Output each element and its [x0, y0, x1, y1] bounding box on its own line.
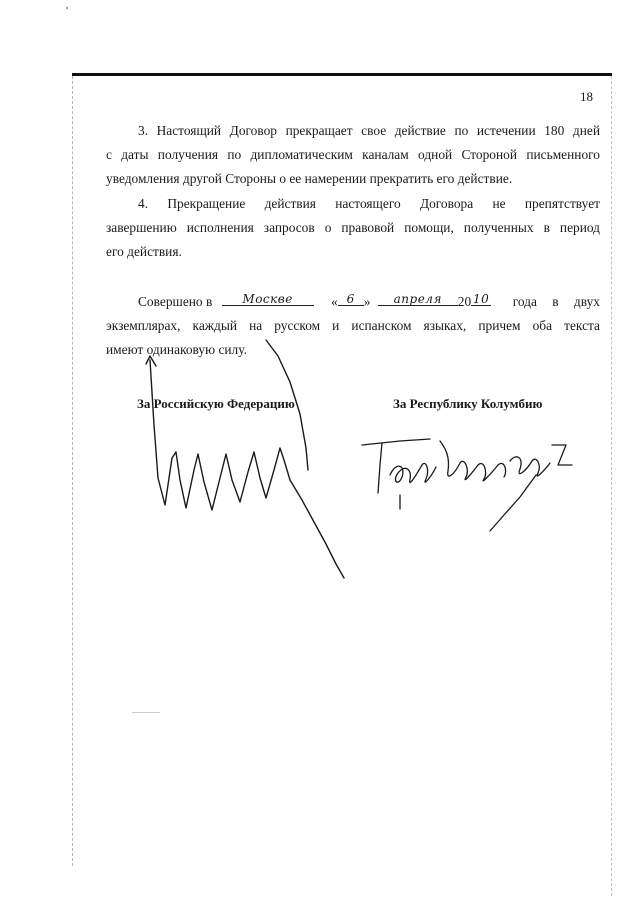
paragraph-3-line: с даты получения по дипломатическим каналам одной Стороной письменного [106, 147, 600, 162]
year-prefix: 20 [457, 294, 472, 309]
header-rule [72, 73, 612, 76]
right-margin-line [611, 76, 612, 896]
day-handwritten: 6 [346, 292, 355, 306]
year-handwritten: 10 [473, 292, 490, 306]
month-blank [378, 290, 458, 306]
place-blank [222, 290, 314, 306]
closing-line-3: имеют одинаковую силу. [106, 342, 247, 357]
signature-russia [140, 330, 360, 590]
paragraph-3 [106, 119, 600, 191]
done-in-text: Совершено в [138, 294, 213, 309]
year-blank [471, 290, 491, 306]
month-handwritten: апреля [393, 292, 442, 306]
closing-tail: года в двух [512, 294, 600, 309]
signatory-colombia-title: За Республику Колумбию [393, 396, 543, 411]
paragraph-4-line: его действия. [106, 244, 182, 259]
signature-colombia [360, 435, 590, 545]
paragraph-4-line: 4. Прекращение действия настоящего Договора не препятствует [138, 196, 600, 211]
paragraph-3-line: уведомления другой Стороны о ее намерении прекратить его действие. [106, 171, 513, 186]
paragraph-4-line: завершению исполнения запросов о правовой помощи, полученных в период [106, 220, 600, 235]
quote-open: « [331, 294, 338, 309]
left-margin-line [72, 76, 73, 866]
closing-line-1 [106, 290, 600, 314]
closing-line-2: экземплярах, каждый на русском и испанском языках, причем оба текста [106, 318, 600, 333]
scan-speck [66, 7, 68, 9]
scan-speck [132, 712, 160, 713]
day-blank [338, 290, 364, 306]
place-handwritten: Москве [242, 292, 293, 306]
page-number: 18 [580, 89, 593, 104]
paragraph-3-line: 3. Настоящий Договор прекращает свое действие по истечении 180 дней [138, 123, 600, 138]
paragraph-4 [106, 192, 600, 264]
signatory-russia-title: За Российскую Федерацию [137, 396, 295, 411]
quote-close: » [363, 294, 371, 309]
